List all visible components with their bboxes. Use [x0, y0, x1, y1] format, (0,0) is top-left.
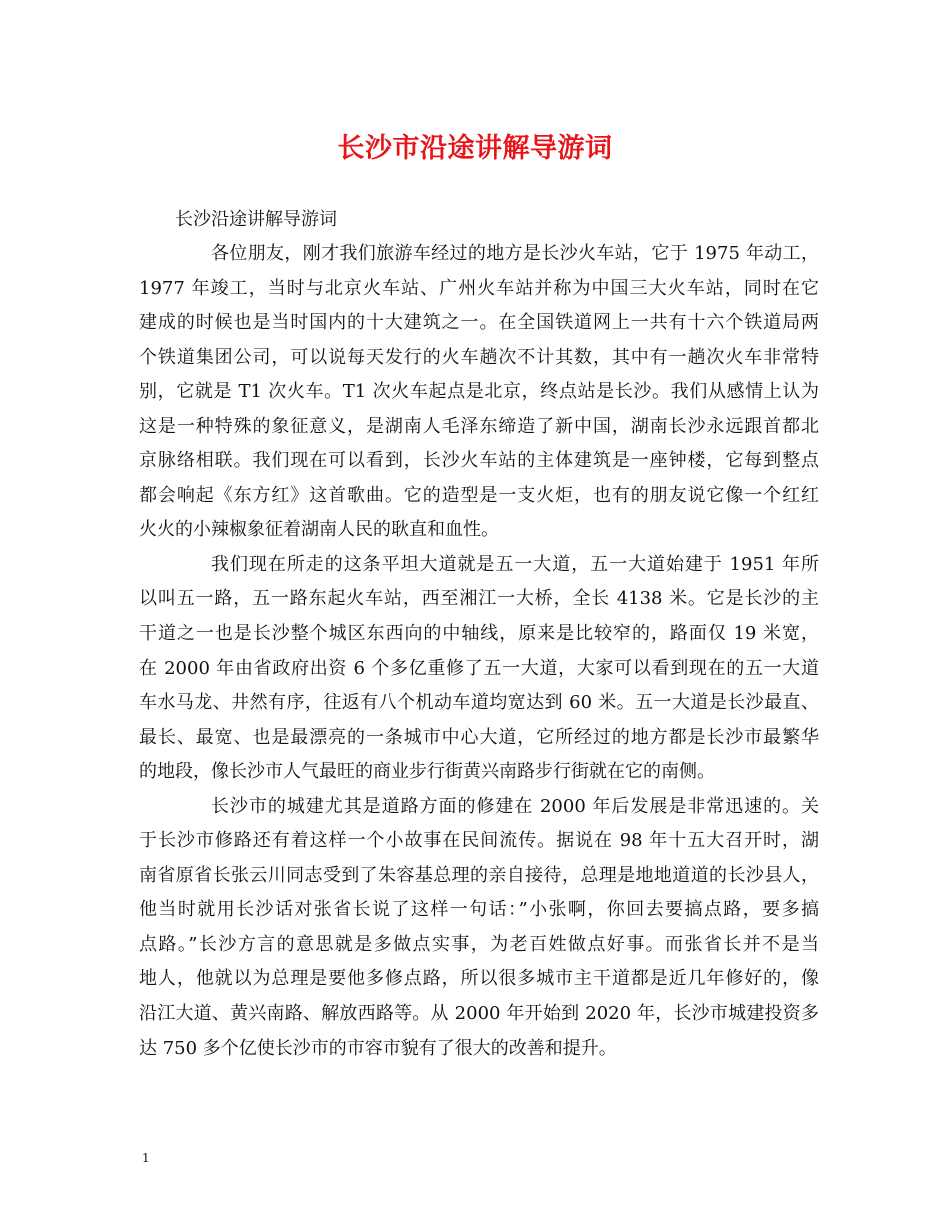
- paragraph-line: 我们现在所走的这条平坦大道就是五一大道，五一大道始建于 1951 年所: [211, 553, 819, 575]
- paragraph-line: 南省原省长张云川同志受到了朱容基总理的亲自接待，总理是地地道道的长沙县人，: [139, 864, 819, 886]
- paragraph-line: 在 2000 年由省政府出资 6 个多亿重修了五一大道，大家可以看到现在的五一大道: [139, 657, 819, 679]
- page-number: 1: [142, 1151, 150, 1165]
- paragraph-line: 于长沙市修路还有着这样一个小故事在民间流传。据说在 98 年十五大召开时，湖: [139, 830, 819, 852]
- paragraph-line: 沿江大道、黄兴南路、解放西路等。从 2000 年开始到 2020 年，长沙市城建投资多: [139, 1003, 819, 1025]
- document-subtitle: 长沙沿途讲解导游词: [175, 209, 337, 230]
- paragraph-line: 京脉络相联。我们现在可以看到，长沙火车站的主体建筑是一座钟楼，它每到整点: [139, 450, 819, 472]
- paragraph-line: 点路。”长沙方言的意思就是多做点实事，为老百姓做点好事。而张省长并不是当: [139, 933, 819, 955]
- paragraph-line: 1977 年竣工，当时与北京火车站、广州火车站并称为中国三大火车站，同时在它: [139, 277, 819, 299]
- paragraph-line: 车水马龙、井然有序，往返有八个机动车道均宽达到 60 米。五一大道是长沙最直、: [139, 692, 819, 714]
- paragraph-line: 这是一种特殊的象征意义，是湖南人毛泽东缔造了新中国，湖南长沙永远跟首都北: [139, 415, 819, 437]
- paragraph-line: 别，它就是 T1 次火车。T1 次火车起点是北京，终点站是长沙。我们从感情上认为: [139, 381, 819, 403]
- paragraph-line: 最长、最宽、也是最漂亮的一条城市中心大道，它所经过的地方都是长沙市最繁华: [139, 726, 819, 748]
- document-title: 长沙市沿途讲解导游词: [337, 133, 613, 164]
- paragraph-line: 以叫五一路，五一路东起火车站，西至湘江一大桥，全长 4138 米。它是长沙的主: [139, 588, 819, 610]
- paragraph-line: 各位朋友，刚才我们旅游车经过的地方是长沙火车站，它于 1975 年动工，: [211, 243, 819, 264]
- paragraph-line: 他当时就用长沙话对张省长说了这样一句话：”小张啊，你回去要搞点路，要多搞: [139, 899, 819, 921]
- paragraph-line: 个铁道集团公司，可以说每天发行的火车趟次不计其数，其中有一趟次火车非常特: [139, 346, 819, 368]
- paragraph-line: 建成的时候也是当时国内的十大建筑之一。在全国铁道网上一共有十六个铁道局两: [139, 312, 819, 334]
- paragraph-line: 达 750 多个亿使长沙市的市容市貌有了很大的改善和提升。: [139, 1037, 617, 1059]
- document-body: [139, 237, 819, 1066]
- paragraph-line: 的地段，像长沙市人气最旺的商业步行街黄兴南路步行街就在它的南侧。: [139, 761, 715, 783]
- paragraph-line: 长沙市的城建尤其是道路方面的修建在 2000 年后发展是非常迅速的。关: [211, 795, 819, 817]
- paragraph-line: 地人，他就以为总理是要他多修点路，所以很多城市主干道都是近几年修好的，像: [139, 968, 819, 990]
- paragraph-line: 火火的小辣椒象征着湖南人民的耿直和血性。: [139, 519, 499, 541]
- paragraph-line: 都会响起《东方红》这首歌曲。它的造型是一支火炬，也有的朋友说它像一个红红: [139, 484, 819, 506]
- paragraph-line: 干道之一也是长沙整个城区东西向的中轴线，原来是比较窄的，路面仅 19 米宽，: [139, 623, 819, 645]
